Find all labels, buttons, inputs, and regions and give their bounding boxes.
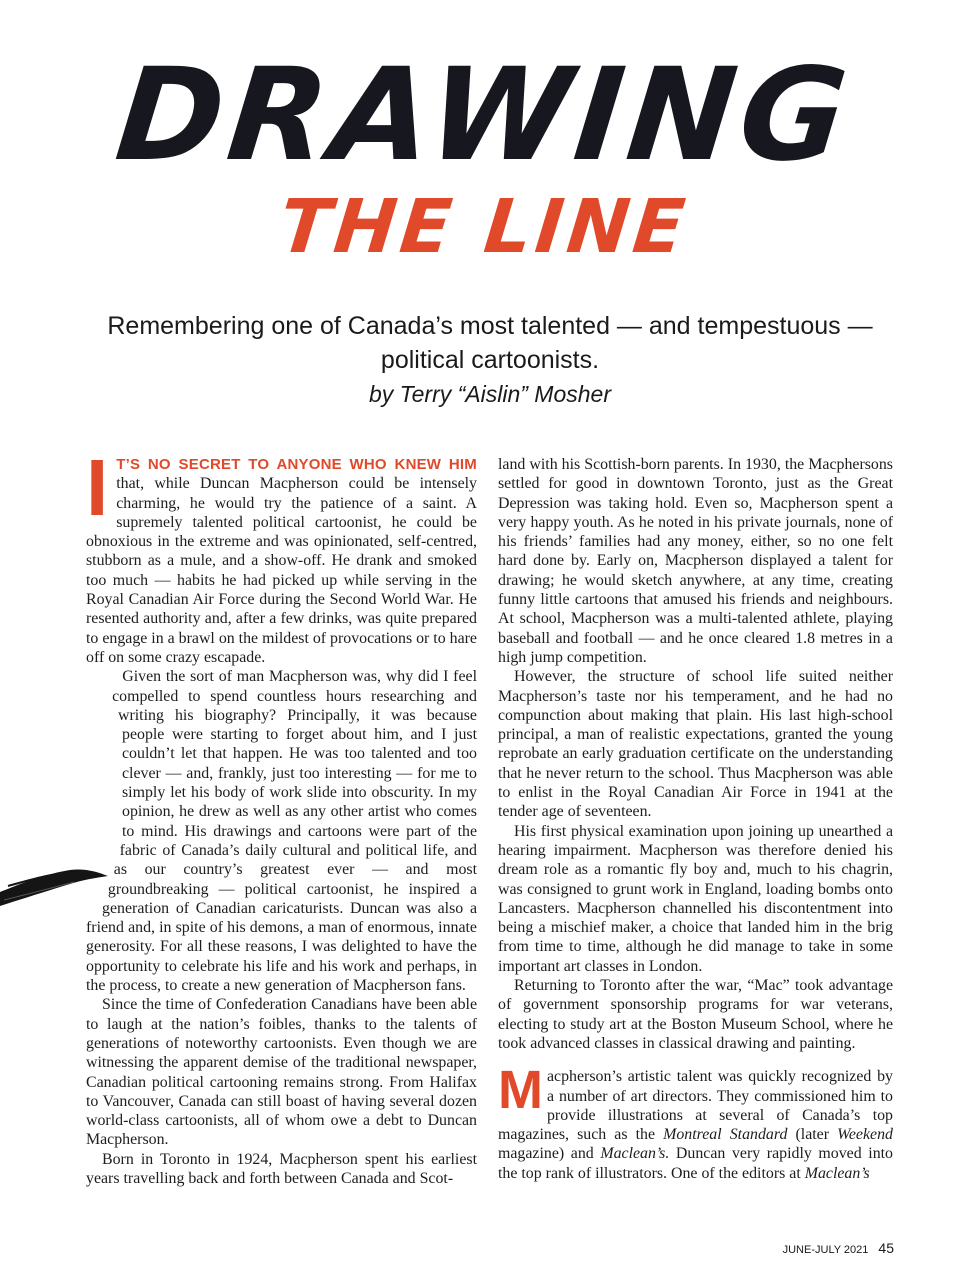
drop-cap-i: I	[86, 443, 109, 532]
paragraph-text: Duncan very rapidly moved into the top rank of illustrators. One of the editors at	[498, 1145, 893, 1182]
paragraph-text: magazine) and	[498, 1145, 601, 1163]
headline-the-line: THE LINE	[275, 184, 693, 270]
paragraph-art-talent	[498, 1060, 893, 1183]
byline: by Terry “Aislin” Mosher	[369, 381, 611, 407]
headline-drawing: DRAWING	[109, 41, 859, 190]
paragraph-biography-reason	[86, 667, 477, 995]
paragraph-air-force: His first physical examination upon joining up unearthed a hearing impairment. Macpherson was therefore denied his dream role as a romantic fly boy and, much to his chagrin, was consigned to grunt work in England, loading bombs onto Lancasters. Macpherson channelled his discontentment into being a mischief maker, a choice that landed him in the brig from time to time, although he did manage to take in some important art classes in London.	[498, 822, 893, 975]
magazine-title: Maclean’s	[804, 1164, 870, 1182]
paragraph-after-war: Returning to Toronto after the war, “Mac” took advantage of government sponsorship programs for war veterans, electing to study art at the Boston Museum School, where he took advanced classes in classical drawing and painting.	[498, 977, 893, 1052]
paragraph-text: that, while Duncan Macpherson could be intensely charming, he would try the patience of a saint. A supremely talented political cartoonist, he could be obnoxious in the extreme and was opinionated, self-centred, stubborn as a mule, and a show-off. He drank and smoked too much — habits he had picked up while serving in the Royal Canadian Air Force during the Second World War. He resented authority and, after a few drinks, was quite prepared to engage in a brawl on the mildest of provocations or to hare off on some crazy escapade.	[86, 475, 477, 666]
deck-subtitle: Remembering one of Canada’s most talented — and tempestuous — political cartoonists.	[107, 312, 873, 374]
paragraph-intro	[86, 443, 477, 667]
paragraph-text: acpherson’s artistic talent was quickly recognized by a number of art directors. They commissioned him to provide illustrations at several of Canada’s top magazines, such as the	[498, 1068, 893, 1144]
article-column-left	[86, 443, 477, 1188]
issue-date: JUNE-JULY 2021	[782, 1244, 869, 1256]
magazine-title: Weekend	[837, 1126, 893, 1144]
drop-cap-m: M	[498, 1060, 543, 1121]
page-footer	[783, 1240, 894, 1256]
lead-in-text: T’S NO SECRET TO ANYONE WHO KNEW HIM	[116, 456, 477, 473]
article-column-right	[498, 455, 893, 1183]
magazine-title: Maclean’s.	[600, 1145, 670, 1163]
paragraph-text: Given the sort of man Macpherson was, why did I feel compelled to spend countless hours researching and writing his biography? Principally, it was because people were starting to forget about him, and I just couldn’t let that happen. He was too talented and too clever — and, frankly, just too interesting — for me to simply let his body of work slide into obscurity. In my opinion, he drew as well as any other artist who comes to mind. His drawings and cartoons were part of the fabric of Canada’s daily cultural and political life, and as our country’s greatest ever — and most groundbreaking — political cartoonist, he inspired a generation of Canadian caricaturists. Duncan was also a friend and, in spite of his demons, a man of enormous, innate generosity. For all these reasons, I was delighted to have the opportunity to celebrate his life and his work and perhaps, in the process, to create a new generation of Macpherson fans.	[86, 668, 477, 995]
section-break	[498, 1053, 893, 1067]
paragraph-confederation: Since the time of Confederation Canadians have been able to laugh at the nation’s foibles, thanks to the talents of generations of noteworthy cartoonists. Even though we are witnessing the apparent demise of the traditional newspaper, Canadian political cartooning remains strong. From Halifax to Vancouver, Canada can still boast of having several dozen world-class cartoonists, all of whom owe a debt to Duncan Macpherson.	[86, 996, 477, 1149]
magazine-title: Montreal Standard	[663, 1126, 788, 1144]
paragraph-text: (later	[787, 1126, 838, 1144]
paragraph-scotland: land with his Scottish-born parents. In 1930, the Macphersons settled for good in downtown Toronto, just as the Great Depression was taking hold. Even so, Macpherson spent a very happy youth. As he noted in his private journals, none of his friends’ families had any money, either, so no one felt hard done by. Early on, Macpherson displayed a talent for drawing; he would sketch anywhere, at any time, creating funny little cartoons that amused his friends and neighbours. At school, Macpherson was a multi-talented athlete, playing baseball and football — and he once cleared 1.8 metres in a high jump competition.	[498, 456, 893, 666]
paragraph-school: However, the structure of school life suited neither Macpherson’s taste nor his temperament, and he had no compunction about making that plain. His last high-school principal, a man of realistic expectations, granted the young reprobate an early graduation certificate on the understanding that he never return to the school. Thus Macpherson was able to enlist in the Royal Canadian Air Force in 1941 at the tender age of seventeen.	[498, 668, 893, 821]
paragraph-born-toronto: Born in Toronto in 1924, Macpherson spent his earliest years travelling back and forth between Canada and Scot-	[86, 1150, 477, 1187]
page-number: 45	[878, 1240, 894, 1256]
